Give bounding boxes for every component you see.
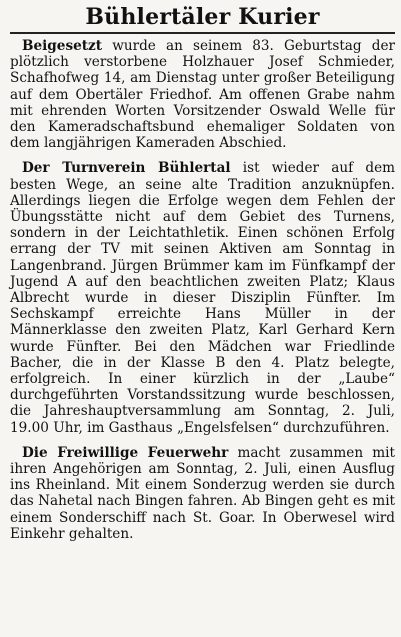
article-feuerwehr [10,445,395,542]
article-body [10,38,395,151]
article-text: macht zusammen mit ihren Angehörigen am Sonntag, 2. Juli, einen Ausflug ins Rheinland. Mit einem Sonderzug werden sie durch das Nahetal nach Bingen fahren. Ab Bingen geht es mit einem Sonderschiff nach St. Goar. In Oberwesel wird Einkehr gehalten. [10,444,395,542]
article-lead: Beigesetzt [22,38,103,54]
article-turnverein [10,160,395,435]
article-body [10,445,395,542]
article-body [10,160,395,435]
article-lead: Die Freiwillige Feuerwehr [22,444,229,461]
masthead-rule [10,32,395,34]
article-text: ist wieder auf dem besten Wege, an seine alte Tradition anzuknüpfen. Allerdings liegen die Erfolge wegen dem Fehlen der Übungsstätte nicht auf dem Gebiet des Turnens, sondern in der Leichtathletik. Einen schönen Erfolg errang der TV mit seinen Aktiven am Sonntag in Langenbrand. Jürgen Brümmer kam im Fünfkampf der Jugend A auf den beachtlichen zweiten Platz; Klaus Albrecht wurde in dieser Disziplin Fünfter. Im Sechskampf erreichte Hans Müller in der Männerklasse den zweiten Platz, Karl Gerhard Kern wurde Fünfter. Bei den Mädchen war Friedlinde Bacher, die in der Klasse B den 4. Platz belegte, erfolgreich. In einer kürzlich in der „Laube“ durchgeführten Vorstandssitzung wurde beschlossen, die Jahreshauptversammlung am Sonntag, 2. Juli, 19.00 Uhr, im Gasthaus „Engelsfelsen“ durchzuführen. [10,160,396,436]
article-funeral [10,38,395,151]
article-text: wurde an seinem 83. Geburtstag der plötzlich verstorbene Holzhauer Josef Schmieder, Schafhofweg 14, am Dienstag unter großer Beteiligung auf dem Obertäler Friedhof. Am offenen Grabe nahm mit ehrenden Worten Vorsitzender Oswald Welle für den Kameradschaftsbund ehemaliger Soldaten von dem langjährigen Kameraden Abschied. [10,38,395,152]
article-lead: Der Turnverein Bühlertal [22,160,231,177]
masthead-title: Bühlertäler Kurier [85,4,320,30]
